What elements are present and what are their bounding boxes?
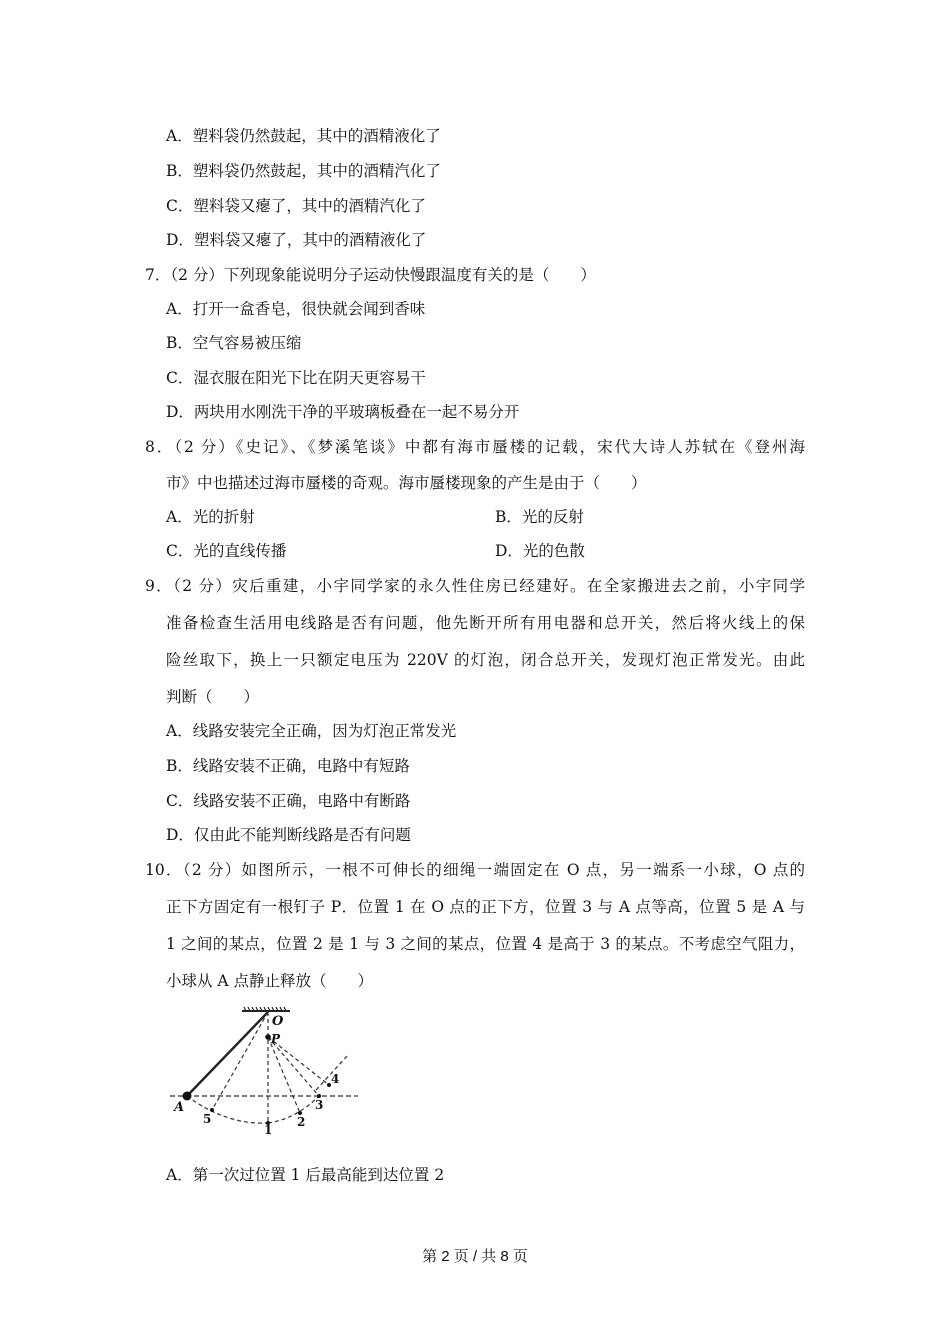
page-footer: 第 2 页 / 共 8 页 [422, 1248, 528, 1265]
arc-a-1 [187, 1096, 268, 1123]
q7-option-a: A．打开一盒香皂，很快就会闻到香味 [166, 300, 426, 318]
q7-stem: 7．（2 分）下列现象能说明分子运动快慢跟温度有关的是（ ） [145, 266, 596, 284]
q10-stem-line-2: 正下方固定有一根钉子 P．位置 1 在 O 点的正下方，位置 3 与 A 点等高，位置 5 是 A 与 [166, 898, 805, 916]
q9-option-b: B．线路安装不正确，电路中有短路 [166, 757, 410, 775]
q9-stem-line-3: 险丝取下，换上一只额定电压为 220V 的灯泡，闭合总开关，发现灯泡正常发光。由此 [166, 651, 805, 669]
q7-option-d: D．两块用水刚洗干净的平玻璃板叠在一起不易分开 [166, 403, 520, 421]
q10-stem-line-4: 小球从 A 点静止释放（ ） [166, 972, 374, 990]
label-5: 5 [203, 1112, 212, 1126]
q6-option-b: B．塑料袋仍然鼓起，其中的酒精汽化了 [166, 162, 441, 180]
q9-stem-line-2: 准备检查生活用电线路是否有问题，他先断开所有用电器和总开关，然后将火线上的保 [166, 614, 805, 632]
label-1: 1 [264, 1123, 273, 1135]
label-2: 2 [297, 1115, 306, 1129]
label-o: O [272, 1014, 284, 1029]
q10-stem-line-3: 1 之间的某点，位置 2 是 1 与 3 之间的某点，位置 4 是高于 3 的某点。不考虑空气阻力， [166, 935, 805, 953]
q9-option-d: D．仅由此不能判断线路是否有问题 [166, 826, 411, 844]
nail-p [265, 1034, 271, 1040]
q6-option-a: A．塑料袋仍然鼓起，其中的酒精液化了 [166, 127, 441, 145]
arc-1-3 [268, 1096, 319, 1123]
q7-option-c: C．湿衣服在阳光下比在阴天更容易干 [166, 369, 426, 387]
guide-p-2 [268, 1037, 300, 1113]
ceiling-support [242, 1007, 290, 1011]
label-p: P [271, 1032, 281, 1046]
label-4: 4 [331, 1072, 340, 1086]
q8-option-b: B．光的反射 [495, 508, 584, 526]
q9-option-c: C．线路安装不正确，电路中有断路 [166, 792, 411, 810]
label-a: A [174, 1100, 185, 1115]
pendulum-string [187, 1012, 268, 1096]
pendulum-diagram [166, 1005, 366, 1135]
q9-stem-line-4: 判断（ ） [166, 688, 260, 706]
q7-option-b: B．空气容易被压缩 [166, 334, 302, 352]
q8-option-c: C．光的直线传播 [166, 542, 287, 560]
q8-stem-line-1: 8．（2 分）《史记》、《梦溪笔谈》中都有海市蜃楼的记载，宋代大诗人苏轼在《登州海 [145, 438, 805, 456]
q6-option-c: C．塑料袋又瘪了，其中的酒精汽化了 [166, 197, 426, 215]
q10-option-a: A．第一次过位置 1 后最高能到达位置 2 [166, 1166, 445, 1184]
q8-stem-line-2: 市》中也描述过海市蜃楼的奇观。海市蜃楼现象的产生是由于（ ） [166, 474, 647, 492]
q9-stem-line-1: 9．（2 分）灾后重建，小宇同学家的永久性住房已经建好。在全家搬进去之前，小宇同学 [145, 577, 805, 595]
q8-option-a: A．光的折射 [166, 508, 255, 526]
label-3: 3 [315, 1098, 324, 1112]
q6-option-d: D．塑料袋又瘪了，其中的酒精液化了 [166, 231, 427, 249]
q8-option-d: D．光的色散 [495, 542, 585, 560]
q10-stem-line-1: 10．（2 分）如图所示，一根不可伸长的细绳一端固定在 O 点，另一端系一小球，O 点的 [145, 861, 805, 879]
q9-option-a: A．线路安装完全正确，因为灯泡正常发光 [166, 722, 457, 740]
